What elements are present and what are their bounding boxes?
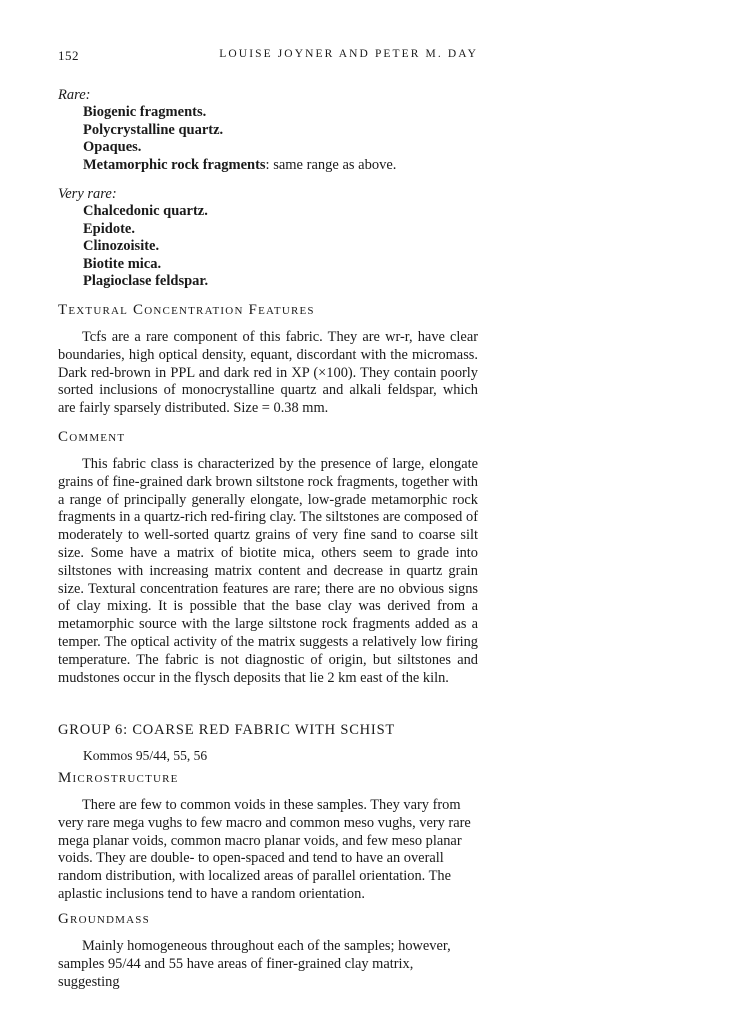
running-head [58,48,478,66]
paragraph: There are few to common voids in these samples. They vary from very rare mega vughs to few macro and common meso vughs, very rare mega planar voids, common macro planar voids, and few meso planar voids. They are double- to open-spaced and tend to have an overall random distribution, with localized areas of parallel orientation. The aplastic inclusions tend to have a random orientation. [58,797,471,902]
section-heading: Groundmass [58,911,150,927]
groundmass-section [58,910,478,991]
running-head-authors: LOUISE JOYNER AND PETER M. DAY [219,48,478,60]
list-item: Epidote. [83,220,135,237]
sample-list: Kommos 95/44, 55, 56 [83,748,208,763]
page-number: 152 [58,48,79,63]
list-item: Clinozoisite. [83,238,160,255]
section-heading: Comment [58,429,126,445]
list-item: Polycrystalline quartz. [83,121,224,138]
rare-section [58,86,478,174]
section-heading: Microstructure [58,770,179,786]
comment-section [58,428,478,687]
group-title: GROUP 6: COARSE RED FABRIC WITH SCHIST [58,722,396,738]
list-item: Metamorphic rock fragments: same range as above. [83,156,397,173]
list-item: Plagioclase feldspar. [83,273,209,290]
group6-section [58,721,478,764]
very-rare-section [58,185,478,291]
section-heading: Textural Concentration Features [58,302,315,318]
list-item: Opaques. [83,139,142,156]
paragraph: This fabric class is characterized by the presence of large, elongate grains of fine-grained dark brown siltstone rock fragments, together with a range of principally generally elongate, low-grade metamorphic rock fragments in a quartz-rich red-firing clay. The siltstones are composed of moderately to well-sorted quartz grains of very fine sand to coarse silt size. Some have a matrix of biotite mica, others seem to grade into siltstones with increasing matrix content and decrease in quartz grain size. Textural concentration features are rare; there are no obvious signs of clay mixing. It is possible that the base clay was derived from a metamorphic source with the large siltstone rock fragments added as a temper. The optical activity of the matrix suggests a relatively low firing temperature. The fabric is not diagnostic of origin, but siltstones and mudstones occur in the flysch deposits that lie 2 km east of the kiln. [58,456,478,686]
list-item: Biogenic fragments. [83,104,207,120]
list-item: Biotite mica. [83,255,162,272]
textural-section [58,301,478,418]
paragraph: Tcfs are a rare component of this fabric. They are wr-r, have clear boundaries, high optical density, equant, discordant with the micromass. Dark red-brown in PPL and dark red in XP (×100). They contain poorly sorted inclusions of monocrystalline quartz and alkali feldspar, which are fairly sparsely distributed. Size = 0.38 mm. [58,329,478,417]
microstructure-section [58,769,478,904]
list-item: Chalcedonic quartz. [83,203,208,219]
very-rare-label: Very rare: [58,186,117,202]
rare-label: Rare: [58,87,91,103]
paragraph: Mainly homogeneous throughout each of the samples; however, samples 95/44 and 55 have areas of finer-grained clay matrix, suggesting [58,938,451,990]
